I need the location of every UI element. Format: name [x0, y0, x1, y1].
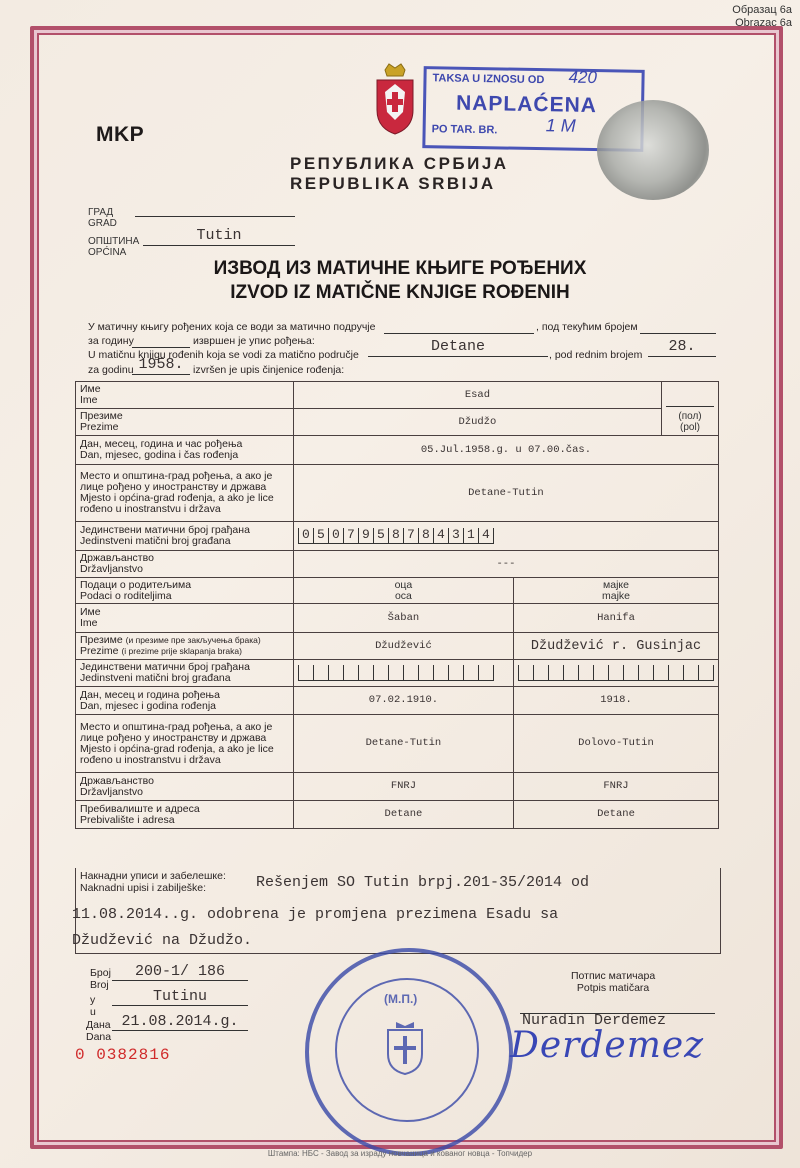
u-label: у u	[90, 994, 96, 1018]
jmbg-digit	[623, 665, 638, 681]
jmbg-digit	[698, 665, 714, 681]
opstina-label: ОПШТИНА OPĆINA	[88, 236, 140, 258]
printer-imprint: Штампа: НБС - Завод за израду новчаница и кованог новца - Топчидер	[267, 1149, 533, 1158]
father-jmbg	[293, 660, 513, 687]
jmbg-digit: 4	[433, 528, 448, 544]
jmbg-digit: 7	[403, 528, 418, 544]
note-line-2: 11.08.2014..g. odobrena je promjena prezimena Esadu sa	[72, 906, 559, 923]
row-datum: Дан, месец, година и час рођења Dan, mjesec, godina i čas rođenja 05.Jul.1958.g. u 07.00.čas.	[76, 436, 719, 465]
jmbg-digit: 1	[463, 528, 478, 544]
father-header: оца oca	[293, 578, 513, 604]
signature-label: Потпис матичара Potpis matičara	[571, 970, 656, 994]
birth-place: Detane-Tutin	[293, 465, 718, 522]
mother-first-name: Hanifa	[513, 604, 718, 633]
u-value: Tutinu	[112, 988, 248, 1006]
row-parent-prezime: Презиме (и презиме пре закључења брака) Prezime (i prezime prije sklapanja braka) Džudžević Džudžević r. Gusinjac	[76, 633, 719, 660]
jmbg-digit	[548, 665, 563, 681]
title-latin: IZVOD IZ MATIČNE KNJIGE ROĐENIH	[230, 282, 570, 303]
intro-year-value: 1958.	[132, 356, 190, 375]
jmbg-digit: 5	[313, 528, 328, 544]
father-first-name: Šaban	[293, 604, 513, 633]
coat-of-arms-icon	[372, 62, 418, 136]
jmbg-digit: 4	[478, 528, 494, 544]
official-seal	[305, 948, 513, 1156]
row-parent-datum: Дан, месец и година рођења Dan, mjesec i godina rođenja 07.02.1910. 1918.	[76, 687, 719, 715]
jmbg-digit	[433, 665, 448, 681]
row-ime: Име Ime Esad (пол) (pol)	[76, 382, 719, 409]
jmbg-digit: 3	[448, 528, 463, 544]
intro-line-4-end: izvršen je upis činjenice rođenja:	[193, 364, 345, 376]
dana-label: Дана Dana	[86, 1019, 112, 1043]
jmbg-digit	[668, 665, 683, 681]
form-code: Образац 6а Obrazac 6a	[732, 4, 792, 29]
jmbg-digit: 8	[388, 528, 403, 544]
registrar-name: Nuradin Derdemez	[522, 1012, 667, 1029]
mp-label: (М.П.)	[384, 992, 418, 1006]
mother-birth-place: Dolovo-Tutin	[513, 715, 718, 773]
jmbg-digit	[388, 665, 403, 681]
mother-surname: Džudžević r. Gusinjac	[513, 633, 718, 660]
jmbg-digit	[638, 665, 653, 681]
jmbg-digit	[463, 665, 478, 681]
birth-record-table	[75, 381, 719, 829]
row-parent-jmbg: Јединствени матични број грађана Jedinstveni matični broj građana	[76, 660, 719, 687]
jmbg-digit: 9	[358, 528, 373, 544]
jmbg-digit: 7	[343, 528, 358, 544]
jmbg-digit	[578, 665, 593, 681]
sex-cell: (пол) (pol)	[661, 382, 718, 436]
intro-line-2-start: за годину	[88, 335, 134, 347]
row-mesto: Место и општина-град рођења, а ако је лице рођено у иностранству и држава Mjesto i općina-grad rođenja, a ako je lice rođeno u inostranstvu i država Detane-Tutin	[76, 465, 719, 522]
intro-number-value: 28.	[648, 338, 716, 357]
row-parent-preb: Пребивалиште и адреса Prebivalište i adresa Detane Detane	[76, 801, 719, 829]
intro-line-2-blank	[132, 346, 190, 348]
intro-line-1-end: , под текућим бројем	[536, 321, 638, 333]
mother-residence: Detane	[513, 801, 718, 829]
mother-citizenship: FNRJ	[513, 773, 718, 801]
child-first-name: Esad	[293, 382, 661, 409]
republic-heading: РЕПУБЛИКА СРБИЈА REPUBLIKA SRBIJA	[290, 154, 509, 193]
row-parent-mesto: Место и општина-град рођења, а ако је лице рођено у иностранству и држава Mjesto i općina-grad rođenja, a ako je lice rođeno u inostranstvu i država Detane-Tutin Dolovo-Tutin	[76, 715, 719, 773]
child-surname: Džudžo	[293, 409, 661, 436]
title-cyrillic: ИЗВОД ИЗ МАТИЧНЕ КЊИГЕ РОЂЕНИХ	[213, 258, 587, 279]
jmbg-digit	[608, 665, 623, 681]
grad-label: ГРАД GRAD	[88, 207, 117, 229]
birth-datetime: 05.Jul.1958.g. u 07.00.čas.	[293, 436, 718, 465]
grad-line	[135, 215, 295, 217]
jmbg-digit	[403, 665, 418, 681]
row-drzavljanstvo: Држављанство Državljanstvo ---	[76, 551, 719, 578]
jmbg-digit	[358, 665, 373, 681]
intro-line-2-end: извршен је упис рођења:	[193, 335, 315, 347]
hologram-seal	[597, 100, 709, 200]
broj-value: 200-1/ 186	[112, 963, 248, 981]
jmbg-digit	[683, 665, 698, 681]
row-roditelji: Подаци о родитељима Podaci o roditeljima оца oca мајке majke	[76, 578, 719, 604]
intro-area-value: Detane	[368, 338, 548, 357]
intro-line-1: У матичну књигу рођених која се води за матично подручје	[88, 321, 376, 333]
intro-line-1-number-blank	[640, 332, 716, 334]
opstina-value: Tutin	[143, 227, 295, 246]
handwritten-signature: Derdemez	[510, 1025, 705, 1066]
father-birth-date: 07.02.1910.	[293, 687, 513, 715]
row-parent-drz: Држављанство Državljanstvo FNRJ FNRJ	[76, 773, 719, 801]
jmbg-digit	[478, 665, 494, 681]
child-jmbg	[293, 522, 718, 551]
note-line-3: Džudžević na Džudžo.	[72, 932, 253, 949]
serial-number: 0 0382816	[75, 1046, 171, 1064]
father-birth-place: Detane-Tutin	[293, 715, 513, 773]
broj-label: Број Broj	[90, 967, 111, 991]
jmbg-digit	[343, 665, 358, 681]
jmbg-digit	[313, 665, 328, 681]
mother-jmbg	[513, 660, 718, 687]
child-citizenship: ---	[293, 551, 718, 578]
father-residence: Detane	[293, 801, 513, 829]
jmbg-digit	[518, 665, 533, 681]
mother-birth-date: 1918.	[513, 687, 718, 715]
jmbg-digit	[563, 665, 578, 681]
father-citizenship: FNRJ	[293, 773, 513, 801]
jmbg-digit	[593, 665, 608, 681]
jmbg-digit	[373, 665, 388, 681]
intro-line-3-end: , pod rednim brojem	[549, 349, 643, 361]
intro-line-1-blank	[384, 332, 534, 334]
jmbg-digit	[418, 665, 433, 681]
seal-emblem-icon	[382, 1020, 428, 1076]
notes-box: Накнадни уписи и забелешке: Naknadni upisi i zabilješke: Rešenjem SO Tutin brpj.201-35/2014 od 11.08.2014..g. odobrena je promjena prezimena Esadu sa Džudžević na Džudžo.	[75, 868, 721, 954]
jmbg-digit: 0	[298, 528, 313, 544]
intro-line-4-start: za godinu	[88, 364, 134, 376]
jmbg-digit: 5	[373, 528, 388, 544]
jmbg-digit	[328, 665, 343, 681]
mkp-label: MKP	[96, 123, 145, 146]
note-line-1: Rešenjem SO Tutin brpj.201-35/2014 od	[256, 874, 590, 891]
jmbg-digit	[653, 665, 668, 681]
jmbg-digit	[448, 665, 463, 681]
jmbg-digit: 0	[328, 528, 343, 544]
row-prezime: Презиме Prezime Džudžo	[76, 409, 719, 436]
jmbg-digit	[298, 665, 313, 681]
mother-header: мајке majke	[513, 578, 718, 604]
jmbg-digit: 8	[418, 528, 433, 544]
tax-stamp: TAKSA U IZNOSU OD 420 NAPLAĆENA PO TAR. BR. 1 M	[422, 66, 644, 152]
intro-line-3-start: U matičnu knjigu rođenih koja se vodi za matično područje	[88, 349, 359, 361]
row-jmbg: Јединствени матични број грађана Jedinstveni matični broj građana 0 5 0 7 9 5 8 7 8 4 3 1 4	[76, 522, 719, 551]
father-surname: Džudžević	[293, 633, 513, 660]
jmbg-digit	[533, 665, 548, 681]
dana-value: 21.08.2014.g.	[112, 1013, 248, 1031]
row-parent-ime: Име Ime Šaban Hanifa	[76, 604, 719, 633]
